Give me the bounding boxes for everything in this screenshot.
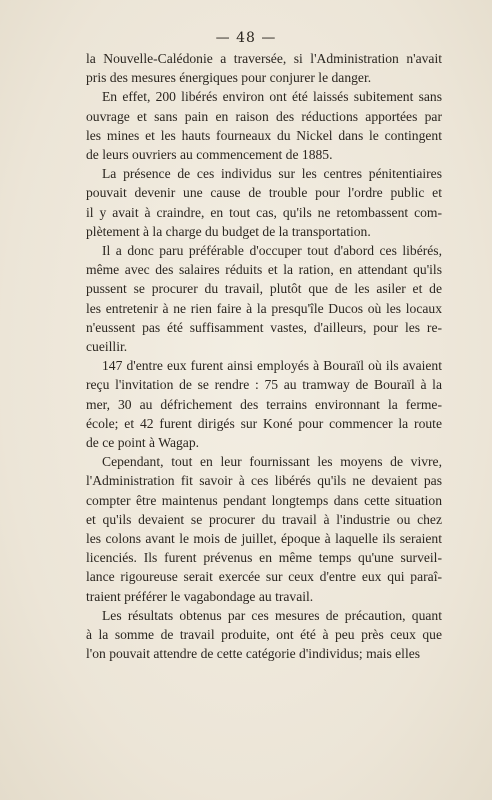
paragraph	[86, 356, 442, 452]
text-line: et qu'ils devaient se procurer du travail à l'industrie ou chez	[86, 511, 442, 527]
text-line: les mines et les hauts fourneaux du Nickel dans le contingent	[86, 127, 442, 143]
text-line: l'Administration fit savoir à ces libérés qu'ils ne devaient pas	[86, 473, 442, 489]
text-line: même avec des salaires réduits et la ration, en attendant qu'ils	[86, 262, 442, 278]
text-line: La présence de ces individus sur les centres pénitentiaires	[102, 166, 442, 182]
text-line: pris des mesures énergiques pour conjurer le danger.	[86, 70, 372, 86]
text-line: il y avait à craindre, en tout cas, qu'ils ne retombassent com-	[86, 204, 442, 220]
text-line: ouvrage et sans pain en raison des réductions apportées par	[86, 108, 442, 124]
text-line: plètement à la charge du budget de la transportation.	[86, 223, 371, 239]
text-line: Les résultats obtenus par ces mesures de précaution, quant	[102, 607, 442, 623]
text-line: de leurs ouvriers au commencement de 1885.	[86, 147, 333, 163]
text-line: pussent se procurer du travail, plutôt que de les asiler et de	[86, 281, 442, 297]
paragraph	[86, 87, 442, 164]
paragraph	[86, 164, 442, 241]
text-line: 147 d'entre eux furent ainsi employés à Bouraïl où ils avaient	[102, 358, 442, 374]
text-line: de ce point à Wagap.	[86, 435, 200, 451]
paragraph	[86, 606, 442, 664]
page-number: — 48 —	[215, 30, 277, 46]
text-line: les colons avant le mois de juillet, époque à laquelle ils seraient	[86, 531, 442, 547]
text-line: à la somme de travail produite, ont été à peu près ceux que	[86, 627, 442, 643]
text-line: école; et 42 furent dirigés sur Koné pour commencer la route	[86, 415, 442, 431]
paragraph	[86, 241, 442, 356]
text-line: Il a donc paru préférable d'occuper tout d'abord ces libérés,	[102, 243, 442, 259]
text-line: mer, 30 au défrichement des terrains environnant la ferme-	[86, 396, 442, 412]
text-line: l'on pouvait attendre de cette catégorie d'individus; mais elles	[86, 646, 421, 662]
paragraph	[86, 49, 442, 87]
text-line: Cependant, tout en leur fournissant les moyens de vivre,	[102, 454, 442, 470]
text-line: reçu l'invitation de se rendre : 75 au tramway de Bouraïl à la	[86, 377, 442, 393]
text-line: n'eussent pas été suffisamment vastes, d'ailleurs, pour les re-	[86, 319, 442, 335]
text-line: lance rigoureuse serait exercée sur ceux d'entre eux qui paraî-	[86, 569, 442, 585]
paragraph	[86, 452, 442, 606]
text-line: cueillir.	[86, 339, 128, 355]
text-line: traient préférer le vagabondage au travail.	[86, 588, 314, 604]
text-line: licenciés. Ils furent prévenus en même temps qu'une surveil-	[86, 550, 442, 566]
text-line: la Nouvelle-Calédonie a traversée, si l'Administration n'avait	[86, 51, 442, 66]
text-line: les entretenir à ne rien faire à la presqu'île Ducos où les locaux	[86, 300, 442, 316]
text-line: pouvait devenir une cause de trouble pour l'ordre public et	[86, 185, 442, 201]
body-text	[86, 49, 442, 664]
text-line: compter être maintenus pendant longtemps dans cette situation	[86, 492, 442, 508]
text-line: En effet, 200 libérés environ ont été laissés subitement sans	[102, 89, 442, 105]
